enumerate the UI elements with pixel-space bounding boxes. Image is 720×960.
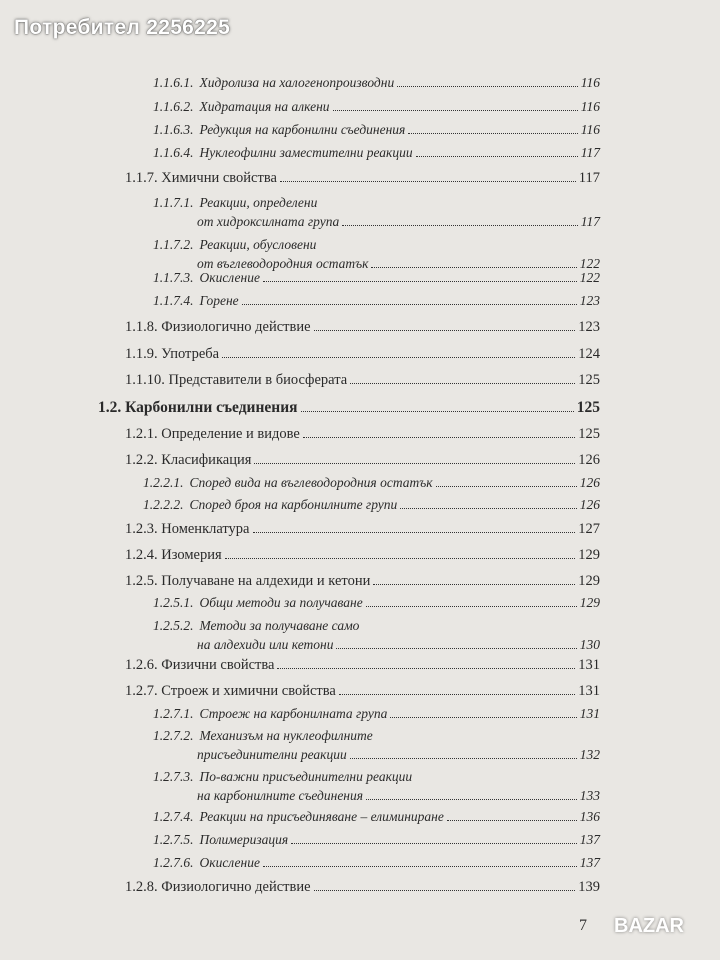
bazar-logo: BAZAR [614,915,684,937]
toc-entry [125,655,600,675]
page-ref: 130 [579,637,600,652]
leader-dots [225,557,576,559]
page-ref: 124 [578,346,600,362]
section-title-line1: Механизъм на нуклеофилните [199,728,373,743]
toc-entry [153,73,600,93]
section-title: Реакции на присъединяване – елиминиране [199,809,444,824]
leader-dots [350,758,577,759]
page-ref: 126 [579,497,600,512]
section-number: 1.2.5.2. [153,618,194,633]
section-title-line1: Методи за получаване само [199,618,360,633]
section-title: Класификация [161,452,252,468]
toc-entry [125,545,600,565]
page-ref: 123 [578,319,600,335]
page-ref: 127 [578,521,600,537]
section-title: Окисление [199,855,260,870]
page-ref: 117 [580,145,600,160]
section-number: 1.2.1. [125,426,158,442]
section-title-line2: на карбонилните съединения [197,788,364,803]
section-title: Хидролиза на халогенопроизводни [199,75,395,90]
leader-dots [366,799,577,800]
section-number: 1.2.4. [125,547,158,563]
section-title-line1: По-важни присъединителни реакции [199,769,413,784]
leader-dots [263,865,577,867]
section-title-line2: от въглеводородния остатък [197,256,369,271]
page-ref: 129 [578,573,600,589]
section-title: Нуклеофилни заместителни реакции [199,145,413,160]
section-number: 1.1.7. [125,170,158,186]
toc-entry [143,473,600,493]
section-title-line1: Реакции, определени [199,195,318,210]
page-ref: 139 [578,879,600,895]
toc-entry [125,370,600,390]
leader-dots [333,109,578,111]
toc-entry [153,593,600,613]
section-number: 1.2.7.1. [153,706,194,721]
leader-dots [222,356,575,358]
toc-entry [153,726,600,764]
page-ref: 116 [580,75,600,90]
page-ref: 116 [580,122,600,137]
section-number: 1.2.2.1. [143,475,184,490]
toc-entry [153,120,600,140]
page-ref: 131 [578,657,600,673]
user-watermark: Потребител 2256225 [14,16,231,39]
leader-dots [342,225,578,226]
toc-entry [125,877,600,897]
section-title: Получаване на алдехиди и кетони [161,573,371,589]
section-title-line2: на алдехиди или кетони [197,637,334,652]
leader-dots [263,280,577,282]
page-ref: 117 [578,170,600,186]
page-ref: 125 [578,426,600,442]
section-title: Според вида на въглеводородния остатък [189,475,433,490]
leader-dots [291,842,577,844]
section-number: 1.2. [98,399,122,416]
toc-entry [125,424,600,444]
section-number: 1.2.7.2. [153,728,194,743]
section-title-line2: присъединителни реакции [197,747,347,762]
section-title: Физиологично действие [161,879,311,895]
leader-dots [350,382,575,384]
leader-dots [280,180,576,182]
section-title: Окисление [199,270,260,285]
leader-dots [303,436,575,438]
section-title: Строеж и химични свойства [161,683,336,699]
section-title: Редукция на карбонилни съединения [199,122,406,137]
section-title: Физиологично действие [161,319,311,335]
section-number: 1.2.2. [125,452,158,468]
page-ref: 131 [579,706,600,721]
section-number: 1.1.8. [125,319,158,335]
page-number: 7 [579,917,587,934]
toc-entry [153,767,600,805]
leader-dots [447,819,577,821]
page-ref: 125 [578,372,600,388]
toc-chapter-entry [98,398,600,418]
page-ref: 136 [579,809,600,824]
section-number: 1.2.5. [125,573,158,589]
section-number: 1.1.6.4. [153,145,194,160]
toc-entry [125,344,600,364]
section-number: 1.2.2.2. [143,497,184,512]
leader-dots [436,485,577,487]
section-title: Физични свойства [161,657,275,673]
leader-dots [373,583,575,585]
section-number: 1.1.7.1. [153,195,194,210]
page-ref: 123 [579,293,600,308]
leader-dots [253,531,576,533]
toc-entry [153,193,600,231]
toc-entry [153,97,600,117]
leader-dots [314,889,576,891]
toc-entry [125,317,600,337]
section-number: 1.1.6.2. [153,99,194,114]
section-number: 1.1.10. [125,372,165,388]
toc-entry [153,830,600,850]
toc-entry [153,616,600,654]
toc-entry [153,143,600,163]
leader-dots [301,410,574,412]
section-number: 1.2.8. [125,879,158,895]
leader-dots [390,716,576,718]
section-title: Строеж на карбонилната група [199,706,388,721]
section-number: 1.2.7.4. [153,809,194,824]
section-number: 1.2.3. [125,521,158,537]
section-title: Общи методи за получаване [199,595,363,610]
page-ref: 122 [579,270,600,285]
section-title: Изомерия [161,547,222,563]
toc-entry [125,450,600,470]
section-number: 1.1.7.2. [153,237,194,252]
section-number: 1.2.6. [125,657,158,673]
leader-dots [408,132,577,134]
page-ref: 129 [578,547,600,563]
toc-entry [125,681,600,701]
section-title-line1: Реакции, обусловени [199,237,317,252]
toc-entry [153,291,600,311]
page-ref: 122 [579,256,600,271]
section-title: Представители в биосферата [168,372,348,388]
toc-entry [153,853,600,873]
section-title-line2: от хидроксилната група [197,214,340,229]
section-title: Карбонилни съединения [125,399,298,416]
toc-entry [153,807,600,827]
page-ref: 132 [579,747,600,762]
leader-dots [339,693,575,695]
section-number: 1.1.9. [125,346,158,362]
section-number: 1.1.7.4. [153,293,194,308]
toc-entry [153,268,600,288]
section-number: 1.1.6.1. [153,75,194,90]
leader-dots [397,85,578,87]
page-ref: 116 [580,99,600,114]
section-title: Химични свойства [161,170,277,186]
section-number: 1.2.5.1. [153,595,194,610]
toc-entry [125,519,600,539]
page-ref: 133 [579,788,600,803]
page-ref: 126 [579,475,600,490]
section-number: 1.2.7.3. [153,769,194,784]
page-ref: 137 [579,832,600,847]
leader-dots [366,605,577,607]
section-title: Полимеризация [199,832,289,847]
page-ref: 137 [579,855,600,870]
leader-dots [314,329,576,331]
section-number: 1.1.6.3. [153,122,194,137]
section-title: Определение и видове [161,426,300,442]
leader-dots [242,303,577,305]
toc-entry [125,168,600,188]
leader-dots [336,648,576,649]
section-number: 1.2.7.5. [153,832,194,847]
section-title: Употреба [161,346,220,362]
section-number: 1.1.7.3. [153,270,194,285]
page-ref: 126 [578,452,600,468]
toc-entry [153,704,600,724]
page-ref: 129 [579,595,600,610]
section-title: Горене [199,293,239,308]
section-number: 1.2.7. [125,683,158,699]
leader-dots [254,462,575,464]
page-ref: 125 [576,399,600,416]
leader-dots [400,507,576,509]
page-ref: 131 [578,683,600,699]
section-title: Според броя на карбонилните групи [189,497,398,512]
section-title: Номенклатура [161,521,250,537]
leader-dots [277,667,575,669]
toc-entry [143,495,600,515]
section-number: 1.2.7.6. [153,855,194,870]
section-title: Хидратация на алкени [199,99,330,114]
leader-dots [416,155,578,157]
toc-entry [125,571,600,591]
page-ref: 117 [580,214,600,229]
